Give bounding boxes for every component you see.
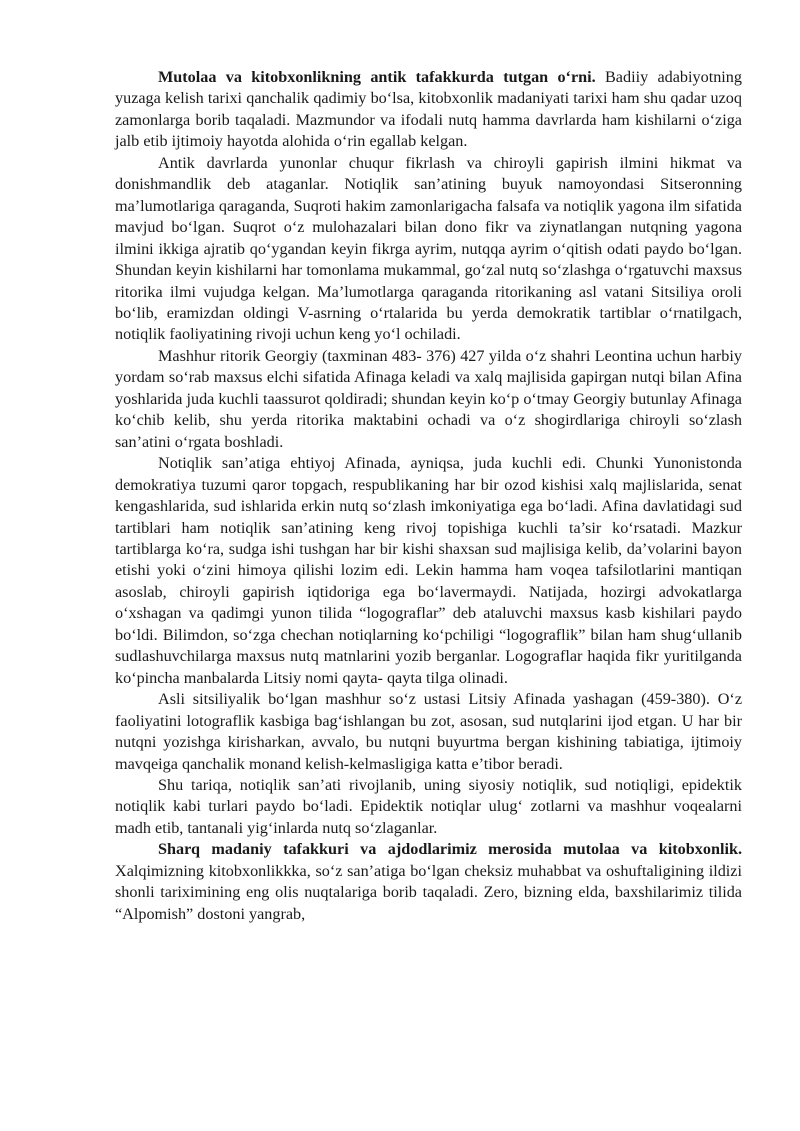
document-page: [115, 67, 742, 925]
paragraph-georgiy: Mashhur ritorik Georgiy (taxminan 483- 376) 427 yilda o‘z shahri Leontina uchun harbiy yordam so‘rab maxsus elchi sifatida Afinaga keladi va xalq majlisida gapirgan nutqi bilan Afina yoshlarida juda kuchli taassurot qoldiradi; shundan keyin ko‘p o‘tmay Georgiy butunlay Afinaga ko‘chib kelib, shu yerda ritorika maktabini ochadi va o‘z shogirdlariga chiroyli so‘zlash san’atini o‘rgata boshladi.: [115, 346, 742, 451]
paragraph-sharq-heading: [115, 839, 742, 925]
paragraph-afina-notiqlik: Notiqlik san’atiga ehtiyoj Afinada, ayniqsa, juda kuchli edi. Chunki Yunonistonda demokratiya tuzumi qaror topgach, respublikaning har bir ozod kishisi xalq majlislarida, senat kengashlarida, sud ishlarida erkin nutq so‘zlash imkoniyatiga ega bo‘ladi. Afina davlatidagi sud tartiblari ham notiqlik san’atining keng rivoj topishiga kuchli ta’sir ko‘rsatadi. Mazkur tartiblarga ko‘ra, sudga ishi tushgan har bir kishi shaxsan sud majlisiga kelib, da’volarini bayon etishi yoki o‘zini himoya qilishi lozim edi. Lekin hamma ham voqea tafsilotlarini mantiqan asoslab, chiroyli gapirish iqtidoriga ega bo‘lavermaydi. Natijada, hozirgi advokatlarga o‘xshagan va qadimgi yunon tilida “logograflar” deb ataluvchi maxsus kasb kishilari paydo bo‘ldi. Bilimdon, so‘zga chechan notiqlarning ko‘pchiligi “logograflik” bilan ham shug‘ullanib sudlashuvchilarga maxsus nutq matnlarini yozib berganlar. Logograflar haqida fikr yuritilganda ko‘pincha manbalarda Litsiy nomi qayta- qayta tilga olinadi.: [115, 454, 742, 687]
paragraph-text: Badiiy adabiyotning yuzaga kelish tarixi qanchalik qadimiy bo‘lsa, kitobxonlik madaniyati tarixi ham shu qadar uzoq zamonlarga borib taqaladi. Mazmundor va ifodali nutq hamma davrlarda ham kishilarni o‘ziga jalb etib ijtimoiy hayotda alohida o‘rin egallab kelgan.: [115, 68, 742, 151]
section-heading-antik: Mutolaa va kitobxonlikning antik tafakkurda tutgan o‘rni.: [158, 68, 596, 86]
paragraph-notiqlik-turlari: Shu tariqa, notiqlik san’ati rivojlanib, uning siyosiy notiqlik, sud notiqligi, epidektik notiqlik kabi turlari paydo bo‘ladi. Epidektik notiqlar ulug‘ zotlarni va mashhur voqealarni madh etib, tantanali yig‘inlarda nutq so‘zlaganlar.: [115, 775, 742, 837]
paragraph-text: Xalqimizning kitobxonlikkka, so‘z san’atiga bo‘lgan cheksiz muhabbat va oshuftaligining ildizi shonli tariximining eng olis nuqtalariga borib taqaladi. Zero, bizning elda, baxshilarimiz tilida “Alpomish” dostoni yangrab,: [115, 861, 742, 923]
paragraph-yunonlar: Antik davrlarda yunonlar chuqur fikrlash va chiroyli gapirish ilmini hikmat va donishmandlik deb ataganlar. Notiqlik san’atining buyuk namoyondasi Sitseronning ma’lumotlariga qaraganda, Suqroti hakim zamonlarigacha falsafa va notiqlik yagona ilm sifatida mavjud bo‘lgan. Suqrot o‘z mulohazalari bilan dono fikr va ziynatlangan nutqning yagona ilmini ikkiga ajratib qo‘ygandan keyin fikrga ayrim, nutqqa ayrim o‘qitish odati paydo bo‘lgan. Shundan keyin kishilarni har tomonlama mukammal, go‘zal nutq so‘zlashga o‘rgatuvchi maxsus ritorika ilmi vujudga kelgan. Ma’lumotlarga qaraganda ritorikaning asl vatani Sitsiliya oroli bo‘lib, eramizdan oldingi V-asrning o‘rtalarida bu yerda demokratik tartiblar o‘rnatilgach, notiqlik faoliyatining rivoji uchun keng yo‘l ochiladi.: [115, 153, 742, 344]
section-heading-sharq: Sharq madaniy tafakkuri va ajdodlarimiz merosida mutolaa va kitobxonlik.: [158, 840, 742, 859]
paragraph-litsiy: Asli sitsiliyalik bo‘lgan mashhur so‘z ustasi Litsiy Afinada yashagan (459-380). O‘z faoliyatini lotograflik kasbiga bag‘ishlangan bu zot, asosan, sud nutqlarini ijod etgan. U har bir nutqni yozishga kirisharkan, avvalo, bu nutqni buyurtma bergan kishining tabiatiga, ijtimoiy mavqeiga qanchalik monand kelish-kelmasligiga katta e’tibor beradi.: [115, 690, 742, 773]
paragraph-antik-heading: [115, 67, 742, 153]
